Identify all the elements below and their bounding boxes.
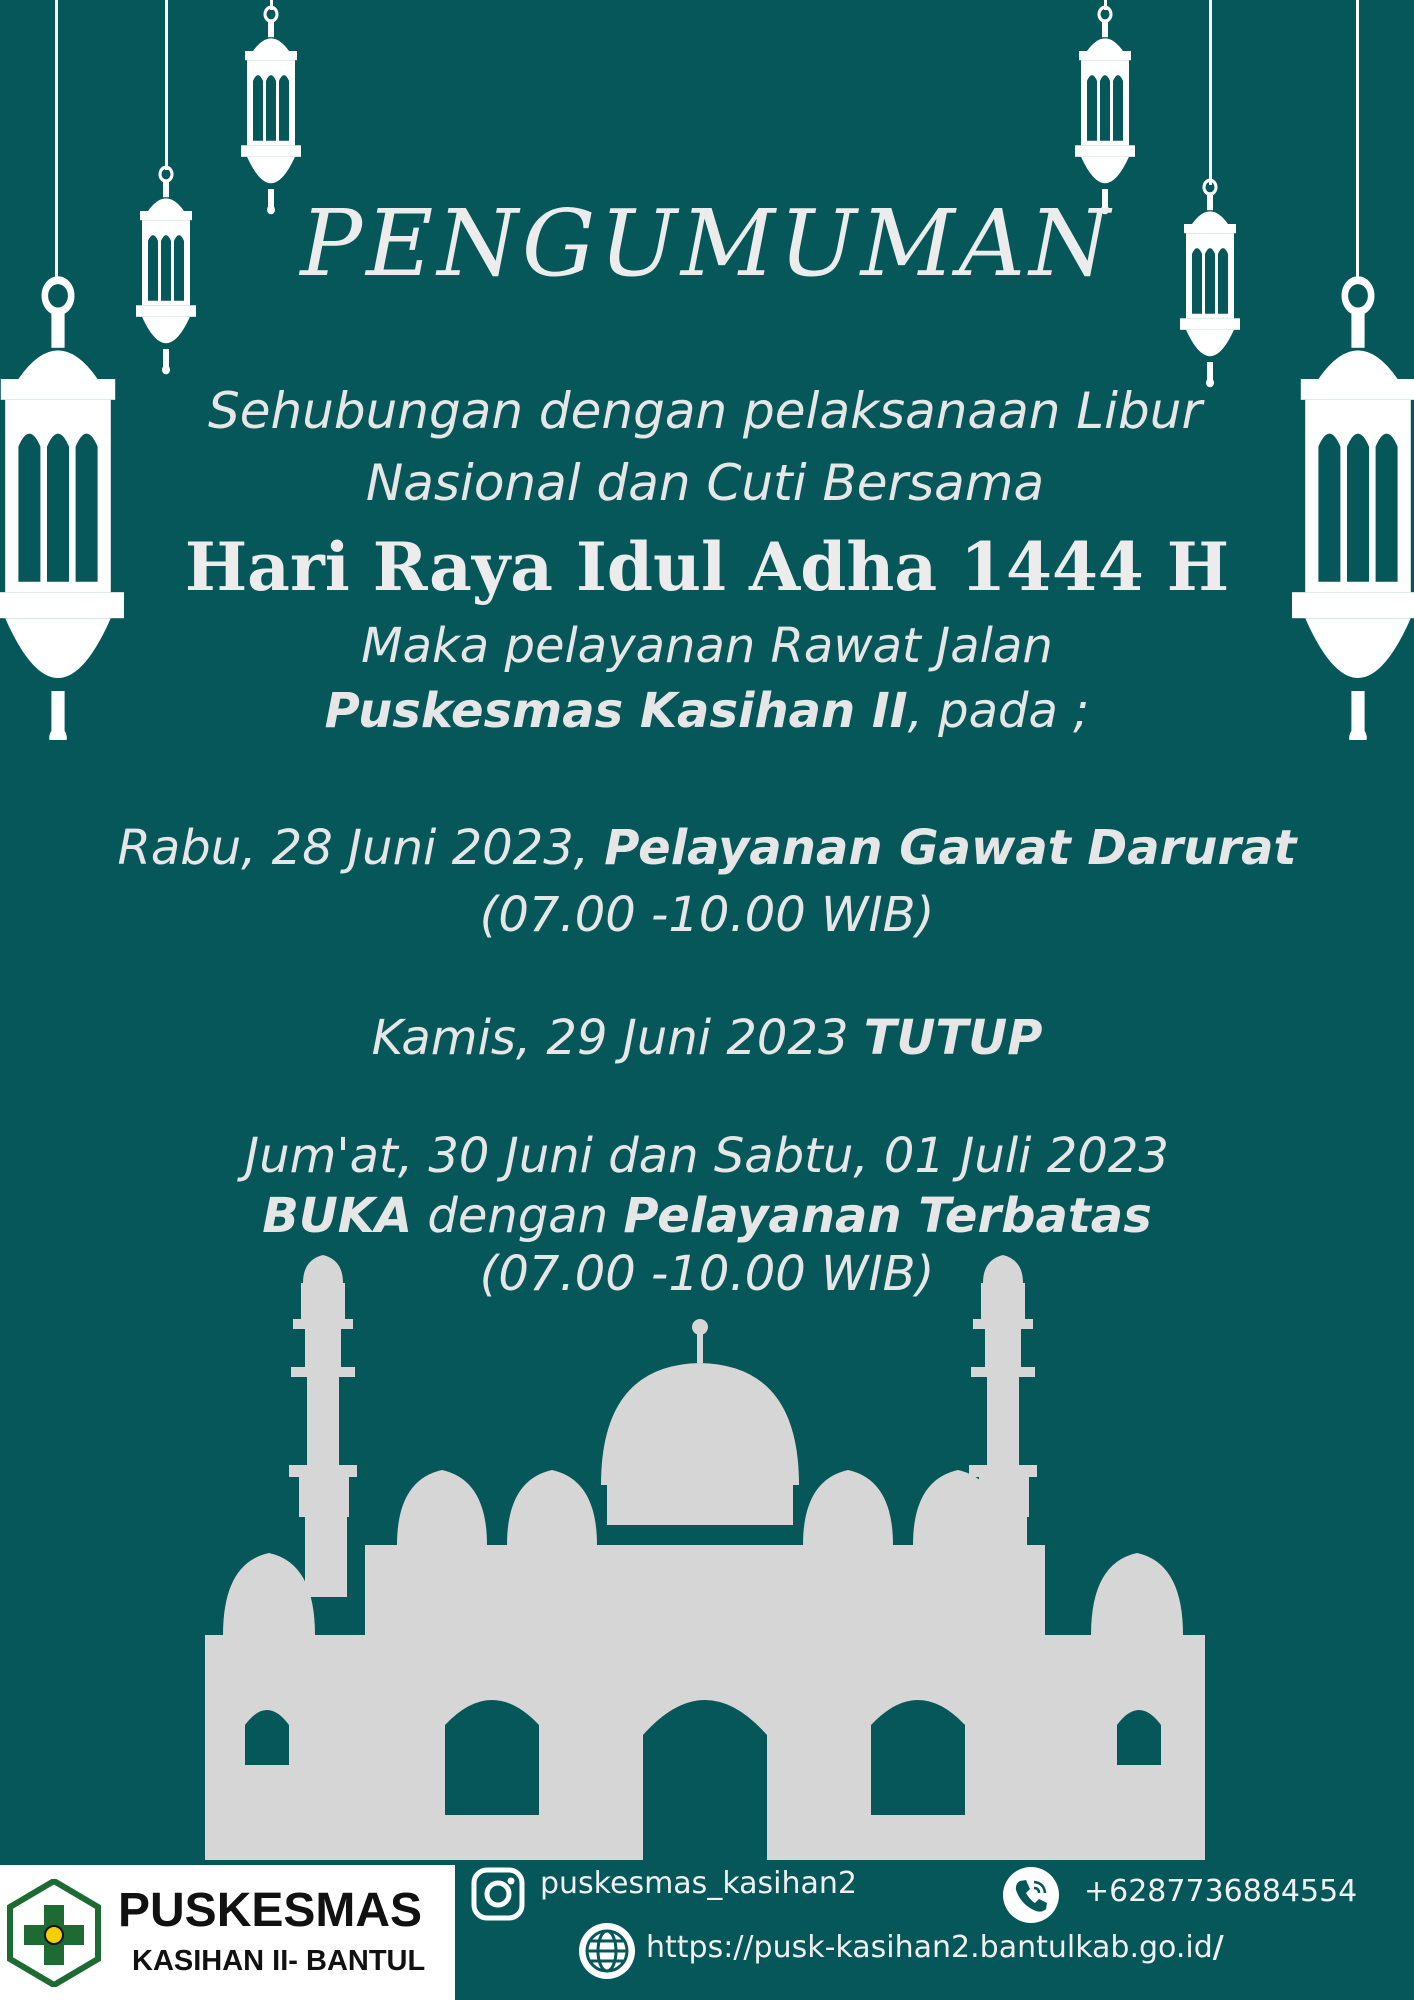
instagram-icon <box>470 1866 526 1922</box>
instagram-handle[interactable]: puskesmas_kasihan2 <box>540 1866 858 1901</box>
rabu-service: Pelayanan Gawat Darurat <box>604 820 1297 876</box>
intro-text: Sehubungan dengan pelaksanaan Libur Nasional dan Cuti Bersama <box>207 382 1203 512</box>
rabu-date: Rabu, 28 Juni 2023, <box>117 820 605 876</box>
kamis-status: TUTUP <box>863 1010 1043 1066</box>
rabu-hours: (07.00 -10.00 WIB) <box>479 887 935 943</box>
jumat-date: Jum'at, 30 Juni dan Sabtu, 01 Juli 2023 <box>245 1128 1169 1184</box>
phone-icon <box>1002 1866 1060 1924</box>
website-link[interactable] <box>646 1930 1224 1965</box>
puskesmas-name: Puskesmas Kasihan II <box>324 683 908 739</box>
buka-status: BUKA <box>262 1188 413 1244</box>
rabu-line <box>0 820 1414 876</box>
logo-title: PUSKESMAS <box>118 1884 423 1937</box>
pada-text: , pada ; <box>907 683 1090 739</box>
terbatas-service: Pelayanan Terbatas <box>623 1188 1152 1244</box>
mosque-silhouette <box>195 1255 1215 1860</box>
puskesmas-emblem-icon <box>6 1879 102 1987</box>
kamis-date: Kamis, 29 Juni 2023 <box>371 1010 864 1066</box>
logo-subtitle: KASIHAN II- BANTUL <box>132 1945 426 1977</box>
puskesmas-logo-card <box>0 1865 455 2000</box>
puskesmas-line <box>0 683 1414 739</box>
page-title: PENGUMUMAN <box>300 190 1114 297</box>
dengan-text: dengan <box>412 1188 624 1244</box>
kamis-line <box>0 1010 1414 1066</box>
jumat-hours: (07.00 -10.00 WIB) <box>479 1246 935 1302</box>
globe-icon <box>578 1922 636 1980</box>
jumat-service-line <box>0 1188 1414 1244</box>
website-url[interactable]: https://pusk-kasihan2.bantulkab.go.id <box>646 1930 1213 1965</box>
phone-number[interactable]: +6287736884554 <box>1084 1874 1358 1909</box>
event-title: Hari Raya Idul Adha 1444 H <box>184 528 1230 606</box>
website-slash: / <box>1212 1930 1224 1965</box>
service-intro: Maka pelayanan Rawat Jalan <box>361 618 1053 674</box>
